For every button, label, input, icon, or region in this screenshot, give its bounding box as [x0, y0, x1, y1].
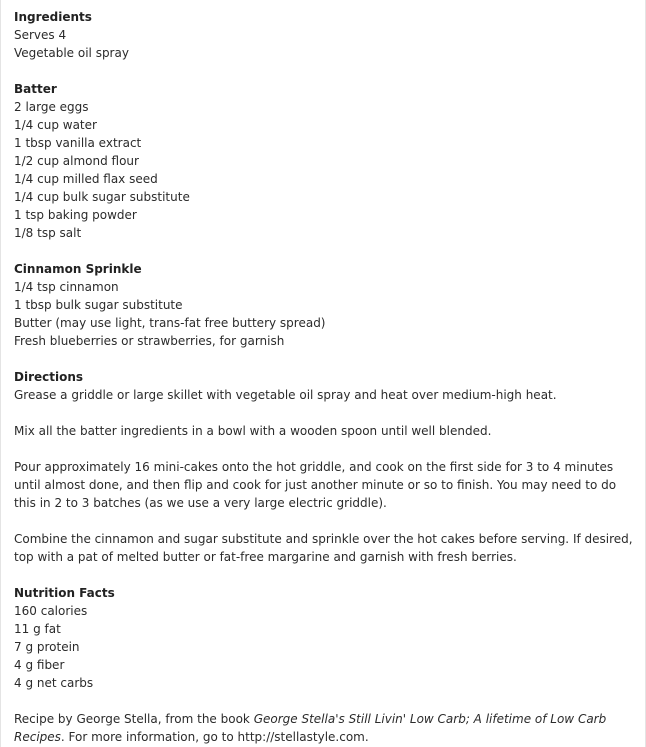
nutrition-heading: Nutrition Facts	[14, 586, 115, 600]
ingredients-heading: Ingredients	[14, 10, 92, 24]
batter-line: 1 tbsp vanilla extract	[14, 136, 142, 150]
book-title: George Stella's Still Livin' Low Carb; A lifetime of Low Carb Recipes	[14, 712, 607, 744]
batter-line: 1/4 cup bulk sugar substitute	[14, 190, 190, 204]
batter-line: 2 large eggs	[14, 100, 89, 114]
directions-section	[14, 368, 639, 566]
nutrition-line: 4 g net carbs	[14, 676, 94, 690]
cinnamon-sprinkle-section	[14, 260, 639, 350]
batter-heading: Batter	[14, 82, 57, 96]
batter-section	[14, 80, 639, 242]
direction-step: Pour approximately 16 mini-cakes onto the hot griddle, and cook on the first side for 3 to 4 minutes until almost done, and then flip and cook for just another minute or so to finish. You may need to do this in 2 to 3 batches (as we use a very large electric griddle).	[14, 460, 617, 510]
nutrition-line: 11 g fat	[14, 622, 61, 636]
nutrition-line: 4 g fiber	[14, 658, 65, 672]
direction-step: Combine the cinnamon and sugar substitute and sprinkle over the hot cakes before serving. If desired, top with a pat of melted butter or fat-free margarine and garnish with fresh berries.	[14, 532, 633, 564]
direction-step: Mix all the batter ingredients in a bowl with a wooden spoon until well blended.	[14, 424, 492, 438]
batter-line: 1/4 cup water	[14, 118, 97, 132]
batter-line: 1/8 tsp salt	[14, 226, 82, 240]
credit-suffix: . For more information, go to http://stellastyle.com.	[60, 730, 369, 744]
credit-prefix: Recipe by George Stella, from the book	[14, 712, 254, 726]
cinnamon-line: Fresh blueberries or strawberries, for garnish	[14, 334, 285, 348]
recipe-document	[14, 8, 639, 746]
nutrition-line: 160 calories	[14, 604, 88, 618]
nutrition-section	[14, 584, 639, 692]
cinnamon-line: 1 tbsp bulk sugar substitute	[14, 298, 183, 312]
ingredients-section	[14, 8, 639, 62]
batter-line: 1/4 cup milled flax seed	[14, 172, 158, 186]
batter-line: 1/2 cup almond flour	[14, 154, 139, 168]
cinnamon-line: Butter (may use light, trans-fat free buttery spread)	[14, 316, 326, 330]
nutrition-line: 7 g protein	[14, 640, 80, 654]
direction-step: Grease a griddle or large skillet with vegetable oil spray and heat over medium-high heat.	[14, 388, 557, 402]
ingredient-line: Vegetable oil spray	[14, 46, 129, 60]
directions-heading: Directions	[14, 370, 84, 384]
cinnamon-line: 1/4 tsp cinnamon	[14, 280, 119, 294]
ingredient-line: Serves 4	[14, 28, 67, 42]
batter-line: 1 tsp baking powder	[14, 208, 137, 222]
cinnamon-sprinkle-heading: Cinnamon Sprinkle	[14, 262, 142, 276]
recipe-credit	[14, 710, 639, 746]
